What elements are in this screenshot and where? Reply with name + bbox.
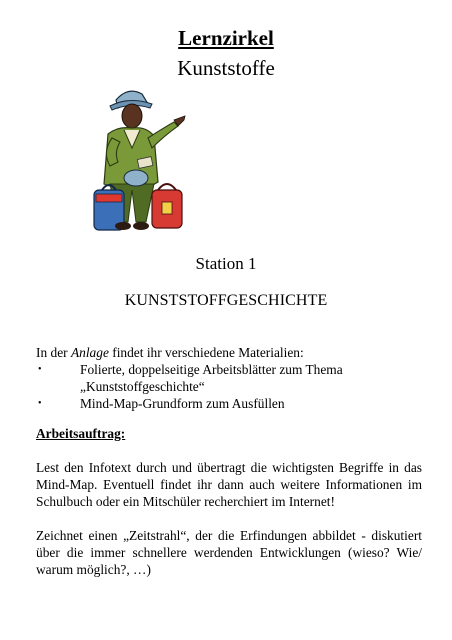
page-title: Lernzirkel [178,26,274,50]
traveler-with-bags-icon [88,86,188,238]
section-title: KUNSTSTOFFGESCHICHTE [124,292,328,309]
task-paragraph: Zeichnet einen „Zeitstrahl“, der die Erfindungen abbildet - diskutiert über die immer schnellere werdenden Entwicklungen (wieso? Wie/ warum möglich?, …) [36,528,422,577]
materials-list [36,361,422,412]
intro-text [36,344,422,361]
bullet-icon: • [38,364,42,375]
page-subtitle: Kunststoffe [177,56,275,80]
list-item-text: Folierte, doppelseitige Arbeitsblätter zum Thema [80,362,343,377]
task-label: Arbeitsauftrag: [36,426,126,441]
bullet-icon: • [38,398,42,409]
list-item [36,395,422,412]
intro-before: In der [36,345,71,360]
station-number: Station 1 [195,254,257,273]
list-item-text-continued: „Kunststoffgeschichte“ [80,379,205,394]
list-item-text: Mind-Map-Grundform zum Ausfüllen [80,396,285,411]
list-item [36,361,422,395]
task-paragraph: Lest den Infotext durch und übertragt die wichtigsten Begriffe in das Mind-Map. Eventuell findet ihr dann auch weitere Informationen im Schulbuch oder ein Mitschüler recherchiert im Internet! [36,460,422,509]
intro-emphasis: Anlage [70,345,109,360]
intro-after: findet ihr verschiedene Materialien: [108,345,304,360]
